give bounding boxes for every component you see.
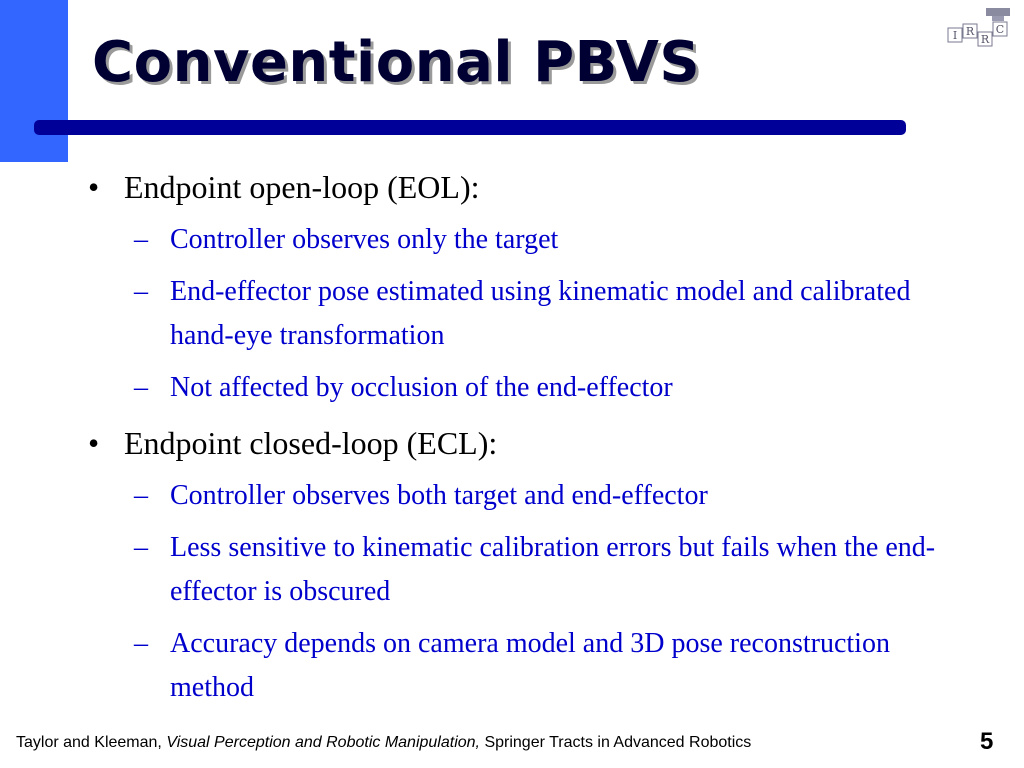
sub-bullet-text: End-effector pose estimated using kinematic model and calibrated hand-eye transformation: [170, 276, 911, 351]
slide-content: [88, 168, 948, 718]
accent-block: [0, 0, 68, 162]
title-underline-bar: [34, 120, 906, 135]
logo-letter-c: C: [995, 23, 1005, 36]
sub-bullet-dash: –: [134, 372, 148, 403]
sub-bullet: [134, 270, 948, 358]
sub-bullet-dash: –: [134, 480, 148, 511]
bullet-ecl: [88, 424, 948, 462]
sub-bullet-text: Less sensitive to kinematic calibration errors but fails when the end-effector is obscured: [170, 532, 936, 607]
sub-bullet-dash: –: [134, 628, 148, 659]
footer-series: Springer Tracts in Advanced Robotics: [484, 734, 752, 751]
sub-bullet: [134, 366, 948, 410]
bullet-dot: •: [88, 425, 100, 461]
logo-letter-r1: R: [965, 25, 975, 38]
bullet-text: Endpoint closed-loop (ECL):: [124, 425, 498, 461]
slide-title: Conventional PBVS: [92, 30, 701, 95]
sub-bullet-dash: –: [134, 276, 148, 307]
sub-bullet: [134, 526, 948, 614]
footer-authors: Taylor and Kleeman,: [16, 734, 162, 751]
sub-bullet-text: Accuracy depends on camera model and 3D pose reconstruction method: [170, 628, 890, 703]
sub-bullet-dash: –: [134, 224, 148, 255]
sub-bullet: [134, 474, 948, 518]
bullet-dot: •: [88, 169, 100, 205]
bullet-eol: [88, 168, 948, 206]
logo-letter-r2: R: [980, 33, 990, 46]
sub-bullet-text: Not affected by occlusion of the end-effector: [170, 372, 673, 403]
irrc-logo: [946, 6, 1016, 50]
slide-footer: [16, 734, 751, 752]
sub-bullet: [134, 622, 948, 710]
sub-bullet-dash: –: [134, 532, 148, 563]
sub-bullet-text: Controller observes both target and end-effector: [170, 480, 708, 511]
sub-bullet: [134, 218, 948, 262]
page-number: 5: [980, 728, 994, 755]
bullet-text: Endpoint open-loop (EOL):: [124, 169, 480, 205]
logo-letter-i: I: [952, 29, 958, 42]
sub-bullet-text: Controller observes only the target: [170, 224, 559, 255]
footer-book-title: Visual Perception and Robotic Manipulation,: [166, 734, 480, 751]
